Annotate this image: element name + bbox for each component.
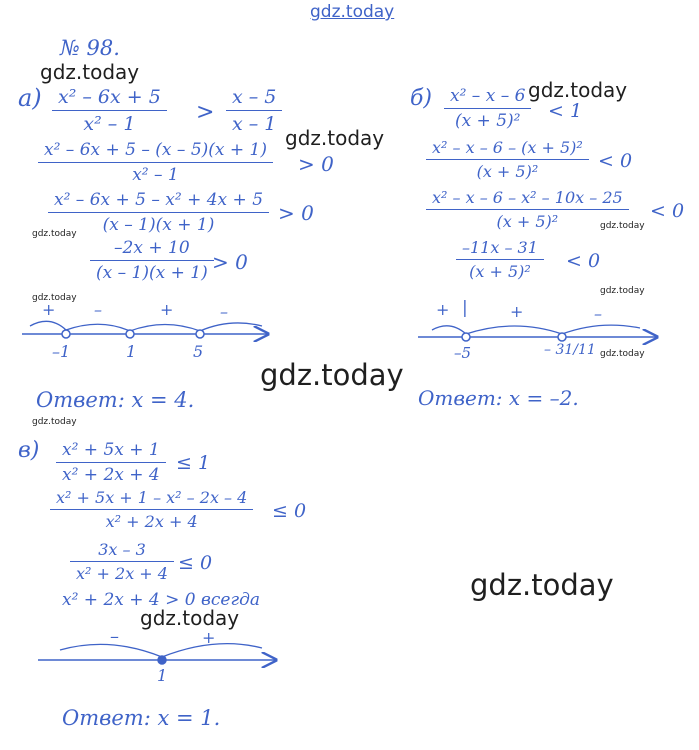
sign-arcs-b — [432, 325, 640, 334]
part-a-sign-3: + — [160, 300, 174, 319]
part-a-answer: Ответ: x = 4. — [36, 388, 195, 412]
part-v-sign-2: + — [202, 628, 216, 647]
fraction-denominator: (x – 1)(x + 1) — [102, 215, 215, 235]
part-v-point-label-1: 1 — [157, 666, 168, 685]
part-a-step4-relation: > 0 — [212, 250, 248, 274]
part-v-step1-relation: ≤ 1 — [176, 452, 211, 474]
part-b-step1-relation: < 1 — [548, 100, 583, 122]
sign-arcs-v — [60, 644, 262, 657]
part-v-note: x² + 2x + 4 > 0 всегда — [62, 590, 260, 610]
part-b-step1-fraction — [444, 86, 531, 131]
fraction-bar — [456, 259, 544, 260]
point-v-1 — [158, 656, 166, 664]
fraction-bar — [52, 110, 167, 111]
watermark-small-4: gdz.today — [600, 221, 645, 231]
watermark-small-5: gdz.today — [600, 286, 645, 296]
fraction-numerator: x² + 5x + 1 — [62, 440, 160, 460]
fraction-numerator: x² – 6x + 5 – (x – 5)(x + 1) — [44, 140, 267, 160]
fraction-denominator: (x + 5)² — [469, 262, 531, 281]
part-a-label: а) — [18, 84, 42, 112]
part-a-step1-right-fraction — [226, 86, 282, 135]
part-a-step1-left-fraction — [52, 86, 167, 135]
watermark-small-2: gdz.today — [32, 293, 77, 303]
fraction-numerator: x² + 5x + 1 – x² – 2x – 4 — [56, 488, 248, 507]
fraction-numerator: x² – x – 6 – (x + 5)² — [432, 138, 583, 157]
fraction-bar — [426, 159, 589, 160]
fraction-denominator: x – 1 — [232, 113, 277, 135]
part-b-sign-3: + — [510, 302, 524, 321]
point-b-minus5 — [462, 333, 470, 341]
fraction-numerator: x² – x – 6 — [450, 86, 526, 106]
part-v-sign-1: – — [110, 626, 119, 647]
fraction-bar — [90, 260, 214, 261]
part-a-sign-1: + — [42, 300, 56, 319]
watermark-a-medium: gdz.today — [40, 60, 140, 84]
part-b-label: б) — [410, 86, 433, 111]
part-v-step2-relation: ≤ 0 — [272, 500, 307, 522]
problem-number: № 98. — [60, 36, 120, 60]
fraction-denominator: x² + 2x + 4 — [62, 465, 160, 485]
watermark-small-1: gdz.today — [32, 229, 77, 239]
part-a-sign-2: – — [94, 300, 102, 319]
fraction-numerator: x² – 6x + 5 — [58, 86, 161, 108]
fraction-bar — [56, 462, 166, 463]
part-b-step2-fraction — [426, 138, 589, 181]
fraction-denominator: x² + 2x + 4 — [76, 564, 168, 583]
fraction-bar — [226, 110, 282, 111]
point-b-minus31-11 — [558, 333, 566, 341]
fraction-bar — [48, 212, 269, 213]
fraction-denominator: x² – 1 — [132, 165, 179, 185]
part-v-label: в) — [18, 438, 40, 463]
fraction-denominator: (x + 5)² — [476, 162, 539, 181]
part-a-step2-fraction — [38, 140, 273, 185]
part-v-step1-fraction — [56, 440, 166, 485]
watermark-small-3: gdz.today — [32, 417, 77, 427]
part-a-sign-4: – — [220, 302, 228, 321]
part-a-point-label-2: 1 — [126, 342, 137, 361]
fraction-denominator: (x + 5)² — [454, 111, 521, 131]
point-a-5 — [196, 330, 204, 338]
part-b-step2-relation: < 0 — [598, 150, 633, 172]
part-b-sign-1: + — [436, 300, 450, 319]
part-a-step3-fraction — [48, 190, 269, 235]
part-v-answer: Ответ: x = 1. — [62, 706, 221, 730]
fraction-denominator: (x – 1)(x + 1) — [96, 263, 208, 283]
part-a-step1-op: > — [196, 100, 215, 125]
fraction-denominator: x² + 2x + 4 — [105, 512, 198, 531]
watermark-center-large: gdz.today — [260, 358, 404, 392]
part-b-sign-4: – — [594, 304, 602, 323]
fraction-numerator: x – 5 — [232, 86, 277, 108]
part-b-step3-relation: < 0 — [650, 200, 685, 222]
watermark-b-top: gdz.today — [528, 78, 628, 102]
fraction-bar — [426, 209, 629, 210]
fraction-numerator: 3x – 3 — [98, 540, 146, 559]
fraction-numerator: –11x – 31 — [462, 238, 538, 257]
watermark-small-6: gdz.today — [600, 349, 645, 359]
point-a-1 — [126, 330, 134, 338]
part-v-step3-fraction — [70, 540, 174, 583]
part-b-point-label-1: –5 — [454, 344, 472, 362]
part-b-point-label-2: – 31/11 — [544, 342, 596, 358]
part-b-answer: Ответ: x = –2. — [418, 386, 579, 410]
part-b-sign-2: | — [462, 298, 468, 318]
watermark-v-medium: gdz.today — [140, 606, 240, 630]
part-a-point-label-1: –1 — [52, 342, 71, 361]
fraction-numerator: –2x + 10 — [114, 238, 190, 258]
part-a-step3-relation: > 0 — [278, 201, 314, 225]
fraction-bar — [444, 108, 531, 109]
fraction-denominator: (x + 5)² — [496, 212, 559, 231]
fraction-bar — [70, 561, 174, 562]
fraction-numerator: x² – x – 6 – x² – 10x – 25 — [432, 188, 623, 207]
part-a-point-label-3: 5 — [193, 342, 204, 361]
part-b-step3-fraction — [426, 188, 629, 231]
watermark-top: gdz.today — [310, 2, 395, 22]
fraction-bar — [50, 509, 253, 510]
watermark-a-right: gdz.today — [285, 126, 385, 150]
part-v-step3-relation: ≤ 0 — [178, 552, 213, 574]
part-b-step4-relation: < 0 — [566, 250, 601, 272]
part-a-step2-relation: > 0 — [298, 152, 334, 176]
watermark-right-large: gdz.today — [470, 568, 614, 602]
fraction-denominator: x² – 1 — [83, 113, 136, 135]
fraction-bar — [38, 162, 273, 163]
fraction-numerator: x² – 6x + 5 – x² + 4x + 5 — [54, 190, 264, 210]
point-a-minus1 — [62, 330, 70, 338]
part-v-step2-fraction — [50, 488, 253, 531]
part-b-step4-fraction — [456, 238, 544, 281]
part-a-step4-fraction — [90, 238, 214, 283]
